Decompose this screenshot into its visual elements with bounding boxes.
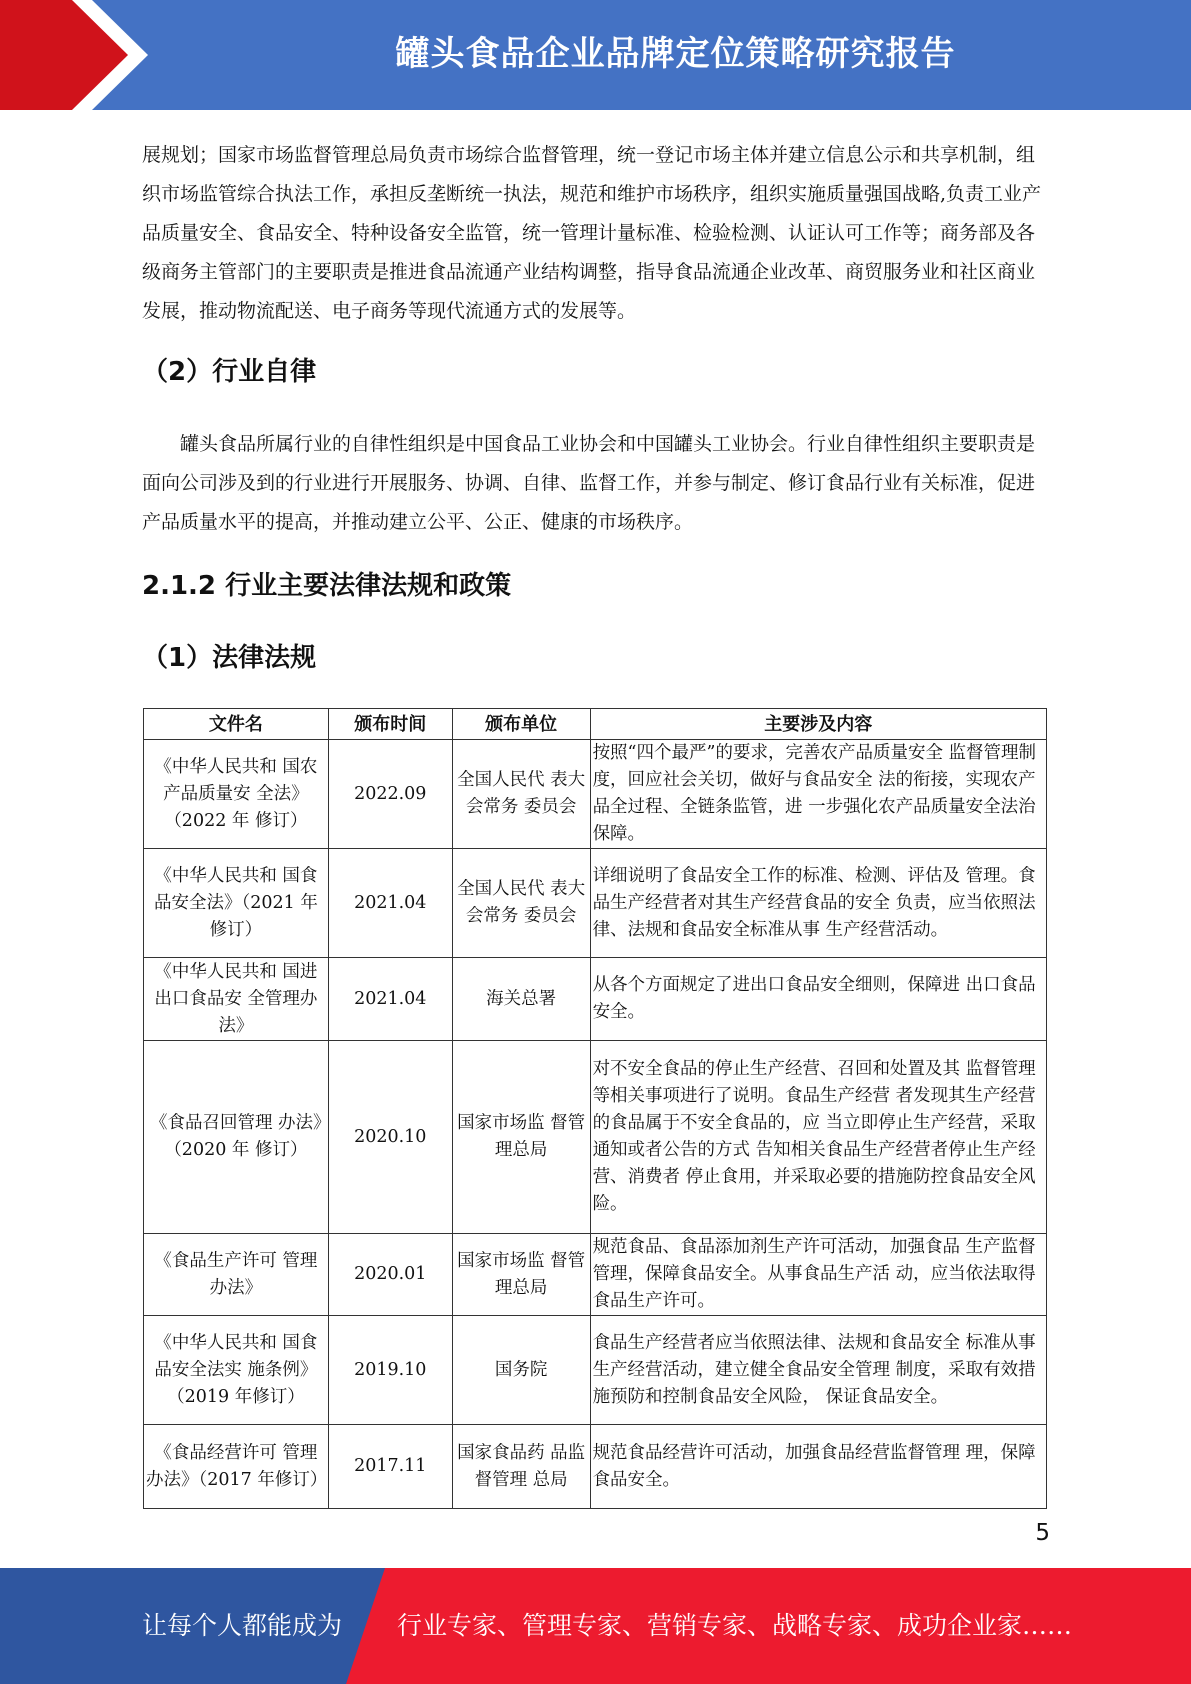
cell-content: 规范食品、食品添加剂生产许可活动，加强食品 生产监督管理，保障食品安全。从事食品生产活 动，应当依法取得食品生产许可。	[590, 1234, 1046, 1316]
cell-document-name: 《中华人民共和 国进出口食品安 全管理办法》	[144, 958, 329, 1041]
cell-date: 2021.04	[328, 849, 452, 958]
cell-date: 2020.10	[328, 1041, 452, 1234]
cell-document-name: 《食品生产许可 管理办法》	[144, 1234, 329, 1316]
report-title: 罐头食品企业品牌定位策略研究报告	[395, 34, 956, 74]
table-row	[144, 1234, 1047, 1316]
cell-date: 2019.10	[328, 1316, 452, 1425]
cell-issuer: 全国人民代 表大会常务 委员会	[452, 740, 590, 849]
cell-content: 按照“四个最严”的要求，完善农产品质量安全 监督管理制度，回应社会关切，做好与食品安全 法的衔接，实现农产品全过程、全链条监管，进 一步强化农产品质量安全法治保障。	[590, 740, 1046, 849]
cell-document-name: 《中华人民共和 国食品安全法实 施条例》（2019 年修订）	[144, 1316, 329, 1425]
cell-issuer: 国家市场监 督管理总局	[452, 1041, 590, 1234]
table-row	[144, 1425, 1047, 1509]
cell-date: 2022.09	[328, 740, 452, 849]
cell-document-name: 《食品召回管理 办法》（2020 年 修订）	[144, 1041, 329, 1234]
table-row	[144, 1041, 1047, 1234]
table-row	[144, 958, 1047, 1041]
cell-issuer: 国务院	[452, 1316, 590, 1425]
cell-content: 详细说明了食品安全工作的标准、检测、评估及 管理。食品生产经营者对其生产经营食品的安全 负责，应当依照法律、法规和食品安全标准从事 生产经营活动。	[590, 849, 1046, 958]
red-chevron-decoration	[0, 0, 150, 110]
laws-table	[143, 708, 1047, 1509]
cell-document-name: 《食品经营许可 管理办法》（2017 年修订）	[144, 1425, 329, 1509]
table-header-row	[144, 709, 1047, 740]
cell-document-name: 《中华人民共和 国农产品质量安 全法》（2022 年 修订）	[144, 740, 329, 849]
table-row	[144, 849, 1047, 958]
cell-date: 2020.01	[328, 1234, 452, 1316]
footer-banner	[0, 1568, 1191, 1684]
intro-paragraph: 展规划；国家市场监督管理总局负责市场综合监督管理，统一登记市场主体并建立信息公示和共享机制，组织市场监管综合执法工作，承担反垄断统一执法，规范和维护市场秩序，组织实施质量强国战略,负责工业产品质量安全、食品安全、特种设备安全监管，统一管理计量标准、检验检测、认证认可工作等；商务部及各级商务主管部门的主要职责是推进食品流通产业结构调整，指导食品流通企业改革、商贸服务业和社区商业发展，推动物流配送、电子商务等现代流通方式的发展等。	[142, 144, 1042, 322]
cell-content: 对不安全食品的停止生产经营、召回和处置及其 监督管理等相关事项进行了说明。食品生产经营 者发现其生产经营的食品属于不安全食品的，应 当立即停止生产经营，采取通知或者公告的方式 告知相关食品生产经营者停止生产经营、消费者 停止食用，并采取必要的措施防控食品安全风 险。	[590, 1041, 1046, 1234]
table-row	[144, 1316, 1047, 1425]
cell-content: 食品生产经营者应当依照法律、法规和食品安全 标准从事生产经营活动，建立健全食品安全管理 制度，采取有效措施预防和控制食品安全风险， 保证食品安全。	[590, 1316, 1046, 1425]
heading-industry-self-regulation: （2）行业自律	[142, 357, 317, 387]
cell-issuer: 海关总署	[452, 958, 590, 1041]
cell-date: 2021.04	[328, 958, 452, 1041]
cell-issuer: 国家市场监 督管理总局	[452, 1234, 590, 1316]
column-header: 文件名	[144, 709, 329, 740]
column-header: 主要涉及内容	[590, 709, 1046, 740]
table-row	[144, 740, 1047, 849]
header-banner	[0, 0, 1191, 110]
section-heading: 2.1.2 行业主要法律法规和政策	[142, 571, 512, 601]
cell-content: 规范食品经营许可活动，加强食品经营监督管理 理，保障食品安全。	[590, 1425, 1046, 1509]
cell-content: 从各个方面规定了进出口食品安全细则，保障进 出口食品安全。	[590, 958, 1046, 1041]
cell-date: 2017.11	[328, 1425, 452, 1509]
column-header: 颁布时间	[328, 709, 452, 740]
heading-laws-regulations: （1）法律法规	[142, 643, 317, 673]
footer-slogan-left: 让每个人都能成为	[142, 1611, 343, 1640]
cell-issuer: 全国人民代 表大会常务 委员会	[452, 849, 590, 958]
column-header: 颁布单位	[452, 709, 590, 740]
cell-document-name: 《中华人民共和 国食品安全法》（2021 年修订）	[144, 849, 329, 958]
cell-issuer: 国家食品药 品监督管理 总局	[452, 1425, 590, 1509]
footer-slogan-right: 行业专家、管理专家、营销专家、战略专家、成功企业家……	[397, 1611, 1073, 1640]
page-number: 5	[1035, 1520, 1050, 1546]
self-regulation-paragraph: 罐头食品所属行业的自律性组织是中国食品工业协会和中国罐头工业协会。行业自律性组织主要职责是面向公司涉及到的行业进行开展服务、协调、自律、监督工作，并参与制定、修订食品行业有关标准，促进产品质量水平的提高，并推动建立公平、公正、健康的市场秩序。	[142, 433, 1036, 533]
